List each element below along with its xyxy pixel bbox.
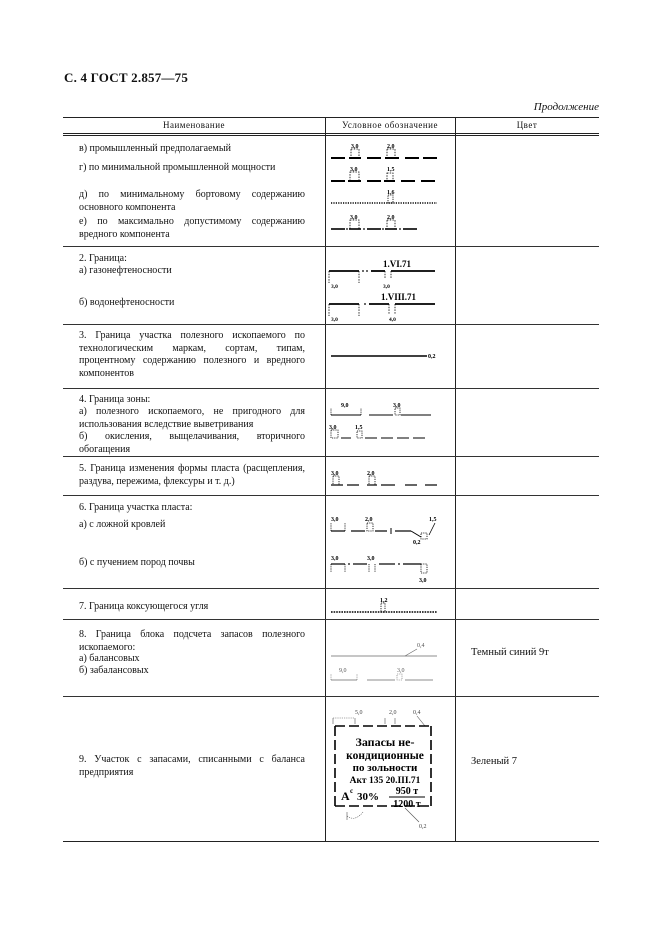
symbol-9 xyxy=(325,704,455,845)
item-4-title: 4. Граница зоны: xyxy=(79,394,151,405)
dim-label: 3,0 xyxy=(393,403,401,409)
symbol-7 xyxy=(325,591,455,622)
item-1e-label: е) по максимально допустимому содержанию вредного компонента xyxy=(79,216,305,240)
dim-label: 3,0 xyxy=(367,556,375,562)
dim-label: 2,0 xyxy=(367,471,375,477)
item-2a-label: а) газонефтеносности xyxy=(79,265,172,276)
box-line-3: по зольности xyxy=(352,762,418,774)
column-divider xyxy=(455,118,456,841)
symbol-6a xyxy=(325,511,455,552)
symbol-6b xyxy=(325,550,455,593)
item-1v-label: в) промышленный предполагаемый xyxy=(79,143,231,154)
item-6-title: 6. Граница участка пласта: xyxy=(79,502,193,513)
symbol-2b xyxy=(325,288,455,329)
formula-superscript: с xyxy=(350,787,354,795)
item-6b-label: б) с пучением пород почвы xyxy=(79,557,195,568)
item-7-label: 7. Граница коксующегося угля xyxy=(79,601,209,612)
dim-label: 0,4 xyxy=(413,710,421,716)
dim-label: 1,5 xyxy=(429,517,437,523)
dim-label: 2,0 xyxy=(387,215,395,221)
dim-label: 0,2 xyxy=(413,540,421,546)
dim-label: 3,0 xyxy=(350,215,358,221)
item-9-label: 9. Участок с запасами, списанными с баланса предприятия xyxy=(79,754,305,778)
symbol-1d xyxy=(325,186,455,213)
item-8-label: 8. Граница блока подсчета запасов полезного ископаемого: xyxy=(79,629,305,653)
dim-label: 3,0 xyxy=(397,668,405,674)
item-5-label: 5. Граница изменения формы пласта (расщепления, раздува, пережима, флексуры и т. д.) xyxy=(79,463,305,487)
row-divider xyxy=(63,696,599,697)
dim-label: 4,0 xyxy=(389,317,396,323)
symbol-4a xyxy=(325,399,455,424)
dim-label: 1,2 xyxy=(380,598,388,604)
symbol-4b xyxy=(325,422,455,447)
dim-label: 3,0 xyxy=(329,425,337,431)
column-header-color: Цвет xyxy=(516,120,538,130)
row-divider xyxy=(63,388,599,389)
item-3-label: 3. Граница участка полезного ископаемого по технологическим маркам, сортам, типам, процентному содержанию полезного и вредного компонентов xyxy=(79,330,305,379)
dim-label: 0,2 xyxy=(419,824,427,830)
dim-label: 3,0 xyxy=(331,517,339,523)
box-line-2: кондиционные xyxy=(346,750,424,762)
dim-label: 3,0 xyxy=(383,284,390,290)
box-line-1: Запасы не- xyxy=(355,735,415,749)
dim-label: 2,0 xyxy=(387,144,395,150)
column-header-symbol: Условное обозначение xyxy=(342,120,438,130)
column-header-name: Наименование xyxy=(162,120,226,130)
dim-label: 2,0 xyxy=(365,517,373,523)
dim-label: 1,6 xyxy=(387,190,395,196)
symbol-8 xyxy=(325,636,455,693)
item-2-title: 2. Граница: xyxy=(79,253,127,264)
continuation-label: Продолжение xyxy=(533,101,599,113)
item-4b-label: б) окисления, выщелачивания, вторичного обогащения xyxy=(79,431,305,455)
item-8a-label: а) балансовых xyxy=(79,653,140,664)
dim-label: 9,0 xyxy=(339,668,347,674)
symbol-3 xyxy=(325,346,455,367)
dim-label: 3,0 xyxy=(331,471,339,477)
item-1d-label: д) по минимальному бортовому содержанию основного компонента xyxy=(79,189,305,213)
item-1g-label: г) по минимальной промышленной мощности xyxy=(79,162,276,173)
date-label: 1.VIII.71 xyxy=(381,292,417,302)
dim-label: 3,0 xyxy=(331,317,338,323)
formula-prefix: А xyxy=(341,789,350,803)
dim-label: 9,0 xyxy=(341,403,349,409)
symbol-5 xyxy=(325,463,455,494)
dim-label: 0,2 xyxy=(428,354,436,360)
page-header: С. 4 ГОСТ 2.857—75 xyxy=(64,70,189,85)
item-2b-label: б) водонефтеносности xyxy=(79,297,175,308)
symbols-table xyxy=(63,117,599,842)
row-divider xyxy=(63,495,599,496)
row-divider xyxy=(63,246,599,247)
dim-label: 1,5 xyxy=(387,167,395,173)
item-8b-label: б) забалансовых xyxy=(79,665,149,676)
formula-numerator: 950 т xyxy=(395,786,419,797)
formula-denominator: 1200 т xyxy=(393,799,421,810)
dim-label: 3,0 xyxy=(351,144,359,150)
item-4a-label: а) полезного ископаемого, не пригодного для использования вследствие выветривания xyxy=(79,406,305,430)
header-rule xyxy=(63,133,599,134)
date-label: 1.VI.71 xyxy=(383,259,412,269)
dim-label: 3,0 xyxy=(419,578,427,584)
color-9: Зеленый 7 xyxy=(471,756,517,767)
symbol-1e xyxy=(325,210,455,239)
dim-label: 3,0 xyxy=(350,167,358,173)
item-6a-label: а) с ложной кровлей xyxy=(79,519,166,530)
dim-label: 3,0 xyxy=(331,556,339,562)
dim-label: 2,0 xyxy=(389,710,397,716)
header-rule xyxy=(63,135,599,136)
dim-label: 1,5 xyxy=(355,425,363,431)
color-8: Темный синий 9т xyxy=(471,647,549,658)
dim-label: 5,0 xyxy=(355,710,363,716)
dim-label: 3,0 xyxy=(331,284,338,290)
dim-label: 0,4 xyxy=(417,643,425,649)
row-divider xyxy=(63,456,599,457)
formula-percent: 30% xyxy=(357,791,379,803)
box-line-4: Акт 135 20.III.71 xyxy=(349,776,421,786)
